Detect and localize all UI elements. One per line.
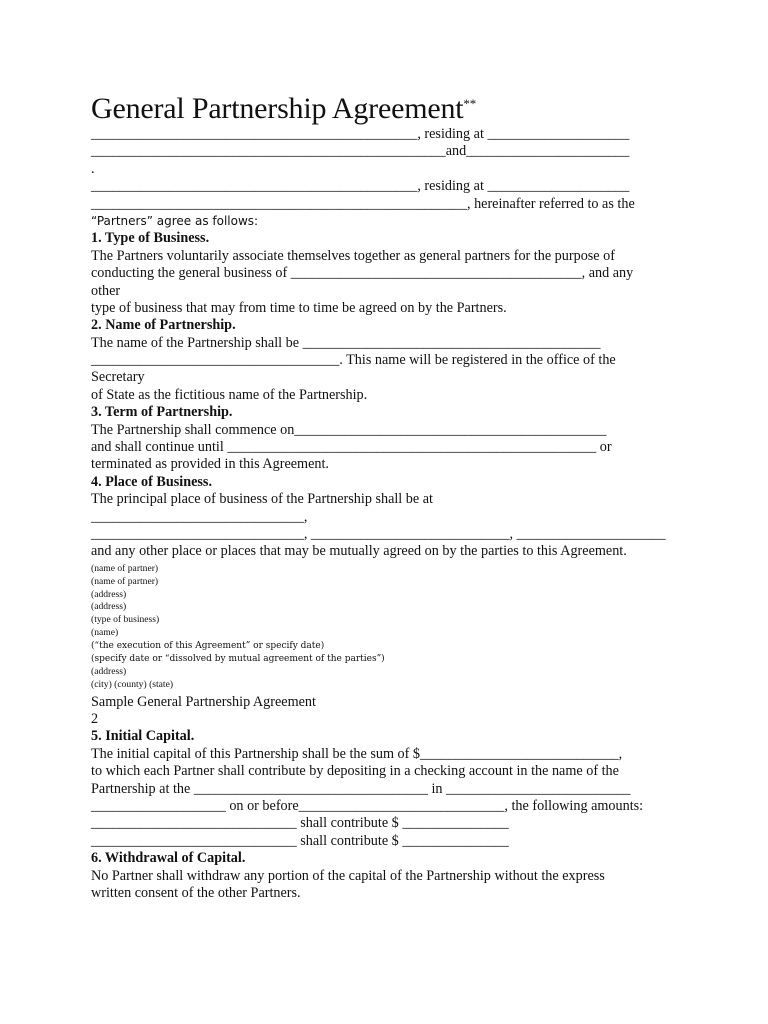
blank-city: ______________________________	[91, 525, 304, 542]
text: The name of the Partnership shall be	[91, 334, 303, 351]
note-line: (address)	[91, 601, 127, 613]
section-5-line-5	[91, 815, 691, 832]
intro-line-2	[91, 143, 691, 160]
section-4-line-2: ______________________________,	[91, 508, 308, 525]
title-footnote-mark: **	[463, 96, 477, 111]
blank-amount-2: _______________	[402, 832, 509, 849]
section-1-line-1: The Partners voluntarily associate themselves together as general partners for the purpose of	[91, 247, 615, 264]
text: The initial capital of this Partnership shall be the sum of $	[91, 745, 421, 762]
text: and	[445, 143, 467, 160]
document-page	[91, 84, 691, 902]
text: in	[427, 780, 447, 797]
section-2-line-3: Secretary	[91, 369, 145, 386]
document-title	[91, 84, 691, 126]
section-2-line-2	[91, 352, 691, 369]
text: or	[596, 439, 612, 456]
section-3-line-1	[91, 422, 691, 439]
intro-line-4	[91, 178, 691, 195]
blank-commence-date: ____________________________________________	[294, 421, 607, 438]
blank-state: _____________________	[516, 525, 666, 542]
blank-partnership-name: __________________________________________	[302, 334, 601, 351]
blank-bank-location-b: ___________________	[91, 798, 226, 815]
blank-partnership-name-b: ___________________________________	[91, 352, 340, 369]
section-5-line-2: to which each Partner shall contribute by depositing in a checking account in the name of the	[91, 763, 619, 780]
text: , hereinafter referred to as the	[466, 195, 635, 212]
section-2-line-1	[91, 335, 691, 352]
section-5-line-6	[91, 833, 691, 850]
section-2-line-4: of State as the fictitious name of the Partnership.	[91, 386, 368, 403]
section-6-line-1: No Partner shall withdraw any portion of the capital of the Partnership without the express	[91, 867, 605, 884]
text: . This name will be registered in the office of the	[339, 352, 616, 369]
section-1-heading: 1. Type of Business.	[91, 230, 210, 247]
text: conducting the general business of	[91, 265, 291, 282]
section-5-line-1	[91, 746, 691, 763]
text: , residing at	[417, 126, 488, 142]
intro-line-6: “Partners” agree as follows:	[91, 213, 259, 228]
section-6-line-2: written consent of the other Partners.	[91, 884, 301, 901]
blank-partner-name-1: ______________________________________________	[91, 126, 418, 142]
footer-title: Sample General Partnership Agreement	[91, 693, 316, 710]
note-line: (name of partner)	[91, 562, 159, 574]
blank-bank-location: __________________________	[446, 780, 631, 797]
note-line: (city) (county) (state)	[91, 678, 174, 690]
text: The Partnership shall commence on	[91, 421, 295, 438]
blank-county: ____________________________	[310, 525, 510, 542]
note-line: (name of partner)	[91, 575, 159, 587]
text: and shall continue until	[91, 439, 228, 456]
text: on or before	[225, 798, 299, 815]
section-3-line-2	[91, 439, 691, 456]
text: ,	[618, 745, 623, 762]
note-line: (address)	[91, 665, 127, 677]
section-3-line-3: terminated as provided in this Agreement.	[91, 456, 329, 473]
blank-address-1: ____________________	[487, 126, 630, 142]
section-5-line-3	[91, 781, 691, 798]
section-2-heading: 2. Name of Partnership.	[91, 317, 236, 334]
note-line: (specify date or “dissolved by mutual agreement of the parties”)	[91, 654, 385, 664]
text: , residing at	[417, 178, 488, 195]
section-1-line-2	[91, 265, 691, 282]
intro-line-3: .	[91, 160, 95, 177]
note-line: (“the execution of this Agreement” or specify date)	[91, 641, 325, 652]
blank-initial-capital: ____________________________	[420, 745, 619, 762]
intro-line-1	[91, 126, 691, 143]
blank-amount-1: _______________	[402, 815, 509, 832]
intro-line-5	[91, 196, 691, 213]
section-6-heading: 6. Withdrawal of Capital.	[91, 850, 246, 867]
blank-end-date: ____________________________________________________	[227, 439, 597, 456]
blank-partner-name-3: ______________________________________________	[91, 178, 418, 195]
blank-address-1b: __________________________________________________	[91, 143, 446, 160]
blank-contribution-date: _____________________________	[298, 798, 505, 815]
page-number: 2	[91, 711, 99, 728]
blank-type-of-business: _________________________________________	[290, 265, 582, 282]
section-4-line-3	[91, 526, 691, 543]
section-5-line-4	[91, 798, 691, 815]
section-4-line-4: and any other place or places that may be mutually agreed on by the parties to this Agreement.	[91, 543, 627, 560]
text: , and any	[581, 265, 634, 282]
note-line: (address)	[91, 588, 127, 600]
title-text: General Partnership Agreement	[91, 92, 464, 125]
text: , the following amounts:	[504, 798, 644, 815]
text: ,	[509, 525, 517, 542]
section-4-line-1: The principal place of business of the Partnership shall be at	[91, 491, 433, 508]
blank-partner-2: _____________________________	[91, 832, 297, 849]
section-3-heading: 3. Term of Partnership.	[91, 404, 233, 421]
blank-address-2b: _____________________________________________________	[91, 195, 467, 212]
text: shall contribute $	[296, 815, 403, 832]
note-line: (name)	[91, 627, 119, 639]
text: ,	[303, 525, 311, 542]
blank-address-2: ____________________	[487, 178, 630, 195]
blank-bank: _________________________________	[193, 780, 428, 797]
blank-partner-name-2: _______________________	[466, 143, 630, 160]
section-1-line-3: other	[91, 282, 121, 299]
section-4-heading: 4. Place of Business.	[91, 473, 212, 490]
section-5-heading: 5. Initial Capital.	[91, 728, 195, 745]
text: Partnership at the	[91, 780, 194, 797]
blank-partner-1: _____________________________	[91, 815, 297, 832]
section-1-line-4: type of business that may from time to time be agreed on by the Partners.	[91, 299, 507, 316]
text: shall contribute $	[296, 832, 403, 849]
note-line: (type of business)	[91, 614, 160, 626]
